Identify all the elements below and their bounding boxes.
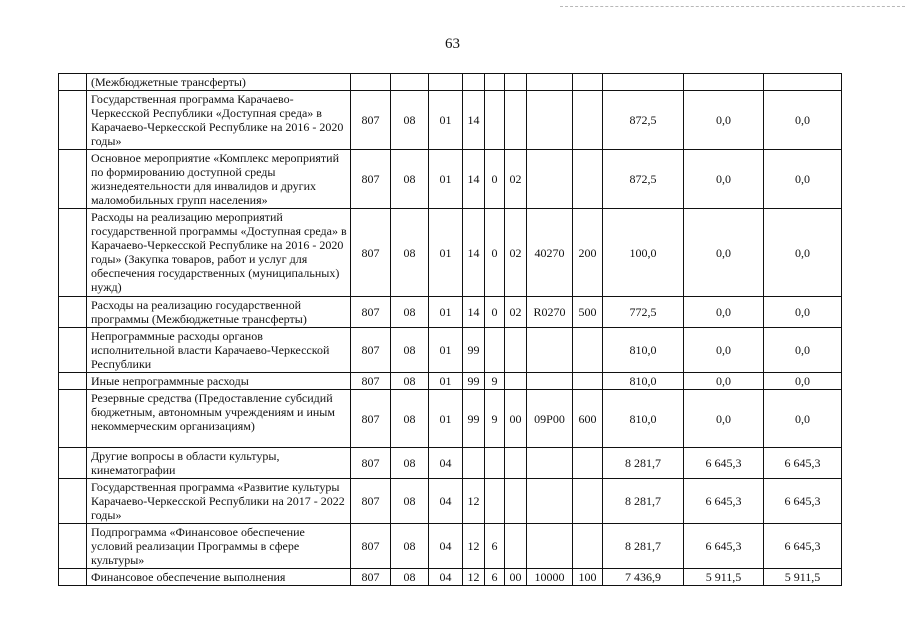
subsection-cell: 04 [429, 448, 463, 479]
expense-type-cell [573, 373, 603, 390]
amount-year-2-cell [684, 74, 764, 91]
direction-code-cell [527, 150, 573, 209]
amount-year-2-cell: 0,0 [684, 297, 764, 328]
subprogram-code-cell: 9 [485, 390, 505, 448]
program-code-cell: 99 [463, 390, 485, 448]
amount-year-3-cell: 6 645,3 [764, 448, 842, 479]
expense-type-cell [573, 74, 603, 91]
table-row [59, 479, 842, 524]
event-code-cell [505, 91, 527, 150]
ved-code-cell: 807 [351, 373, 391, 390]
row-number-cell [59, 328, 87, 373]
subprogram-code-cell: 9 [485, 373, 505, 390]
ved-code-cell: 807 [351, 150, 391, 209]
item-name-cell: Расходы на реализацию государственной программы (Межбюджетные трансферты) [87, 297, 351, 328]
row-number-cell [59, 209, 87, 297]
item-name-cell: (Межбюджетные трансферты) [87, 74, 351, 91]
amount-year-3-cell: 6 645,3 [764, 524, 842, 569]
subsection-cell: 01 [429, 150, 463, 209]
expense-type-cell [573, 448, 603, 479]
subsection-cell: 04 [429, 569, 463, 586]
table-row [59, 569, 842, 586]
subprogram-code-cell [485, 74, 505, 91]
subprogram-code-cell: 0 [485, 209, 505, 297]
amount-year-3-cell: 0,0 [764, 328, 842, 373]
amount-year-1-cell: 100,0 [603, 209, 684, 297]
amount-year-2-cell: 6 645,3 [684, 448, 764, 479]
table-row [59, 150, 842, 209]
program-code-cell: 12 [463, 569, 485, 586]
expense-type-cell [573, 479, 603, 524]
direction-code-cell [527, 91, 573, 150]
row-number-cell [59, 150, 87, 209]
table-row [59, 209, 842, 297]
section-cell: 08 [391, 479, 429, 524]
amount-year-1-cell: 8 281,7 [603, 479, 684, 524]
item-name-cell: Финансовое обеспечение выполнения [87, 569, 351, 586]
subprogram-code-cell: 6 [485, 524, 505, 569]
section-cell: 08 [391, 328, 429, 373]
program-code-cell: 14 [463, 297, 485, 328]
program-code-cell: 12 [463, 524, 485, 569]
subsection-cell: 01 [429, 373, 463, 390]
amount-year-2-cell: 0,0 [684, 91, 764, 150]
program-code-cell [463, 74, 485, 91]
subprogram-code-cell [485, 479, 505, 524]
subprogram-code-cell: 6 [485, 569, 505, 586]
amount-year-1-cell [603, 74, 684, 91]
amount-year-2-cell: 6 645,3 [684, 479, 764, 524]
event-code-cell: 00 [505, 390, 527, 448]
subsection-cell: 04 [429, 479, 463, 524]
amount-year-1-cell: 872,5 [603, 91, 684, 150]
subprogram-code-cell: 0 [485, 150, 505, 209]
amount-year-2-cell: 0,0 [684, 150, 764, 209]
item-name-cell: Другие вопросы в области культуры, кинематографии [87, 448, 351, 479]
table-row [59, 373, 842, 390]
amount-year-3-cell: 0,0 [764, 373, 842, 390]
expense-type-cell [573, 524, 603, 569]
program-code-cell: 14 [463, 209, 485, 297]
page-edge-line [560, 6, 905, 7]
item-name-cell: Иные непрограммные расходы [87, 373, 351, 390]
direction-code-cell [527, 524, 573, 569]
section-cell: 08 [391, 390, 429, 448]
section-cell: 08 [391, 297, 429, 328]
section-cell: 08 [391, 209, 429, 297]
section-cell: 08 [391, 373, 429, 390]
ved-code-cell: 807 [351, 479, 391, 524]
row-number-cell [59, 479, 87, 524]
amount-year-2-cell: 6 645,3 [684, 524, 764, 569]
direction-code-cell: 09Р00 [527, 390, 573, 448]
program-code-cell: 99 [463, 328, 485, 373]
row-number-cell [59, 448, 87, 479]
event-code-cell: 02 [505, 297, 527, 328]
section-cell: 08 [391, 569, 429, 586]
section-cell: 08 [391, 524, 429, 569]
event-code-cell: 00 [505, 569, 527, 586]
amount-year-2-cell: 0,0 [684, 209, 764, 297]
amount-year-1-cell: 872,5 [603, 150, 684, 209]
amount-year-2-cell: 5 911,5 [684, 569, 764, 586]
direction-code-cell [527, 328, 573, 373]
direction-code-cell [527, 448, 573, 479]
amount-year-3-cell: 0,0 [764, 209, 842, 297]
expense-type-cell: 500 [573, 297, 603, 328]
amount-year-1-cell: 810,0 [603, 373, 684, 390]
program-code-cell: 12 [463, 479, 485, 524]
program-code-cell: 99 [463, 373, 485, 390]
ved-code-cell: 807 [351, 390, 391, 448]
subsection-cell: 01 [429, 328, 463, 373]
program-code-cell: 14 [463, 150, 485, 209]
item-name-cell: Расходы на реализацию мероприятий государственной программы «Доступная среда» в Карачаево-Черкесской Республике на 2016 - 2020 годы» (Закупка товаров, работ и услуг для обеспечения государственных (муниципальных) нужд) [87, 209, 351, 297]
subprogram-code-cell: 0 [485, 297, 505, 328]
budget-table [58, 73, 842, 586]
subsection-cell: 01 [429, 91, 463, 150]
item-name-cell: Государственная программа Карачаево-Черкесской Республики «Доступная среда» в Карачаево-Черкесской Республике на 2016 - 2020 годы» [87, 91, 351, 150]
event-code-cell: 02 [505, 150, 527, 209]
event-code-cell [505, 479, 527, 524]
program-code-cell [463, 448, 485, 479]
expense-type-cell: 600 [573, 390, 603, 448]
amount-year-2-cell: 0,0 [684, 390, 764, 448]
amount-year-3-cell: 0,0 [764, 297, 842, 328]
event-code-cell [505, 74, 527, 91]
direction-code-cell: R0270 [527, 297, 573, 328]
program-code-cell: 14 [463, 91, 485, 150]
table-row [59, 524, 842, 569]
amount-year-1-cell: 8 281,7 [603, 524, 684, 569]
row-number-cell [59, 91, 87, 150]
section-cell: 08 [391, 448, 429, 479]
event-code-cell [505, 448, 527, 479]
item-name-cell: Непрограммные расходы органов исполнительной власти Карачаево-Черкесской Республики [87, 328, 351, 373]
table-row [59, 448, 842, 479]
ved-code-cell: 807 [351, 328, 391, 373]
ved-code-cell: 807 [351, 524, 391, 569]
subsection-cell: 01 [429, 390, 463, 448]
row-number-cell [59, 74, 87, 91]
expense-type-cell [573, 91, 603, 150]
amount-year-3-cell: 6 645,3 [764, 479, 842, 524]
table-row [59, 390, 842, 448]
subprogram-code-cell [485, 448, 505, 479]
event-code-cell [505, 373, 527, 390]
subprogram-code-cell [485, 328, 505, 373]
section-cell: 08 [391, 150, 429, 209]
subsection-cell: 01 [429, 209, 463, 297]
ved-code-cell: 807 [351, 297, 391, 328]
subsection-cell [429, 74, 463, 91]
event-code-cell: 02 [505, 209, 527, 297]
item-name-cell: Резервные средства (Предоставление субсидий бюджетным, автономным учреждениям и иным некоммерческим организациям) [87, 390, 351, 448]
amount-year-3-cell: 0,0 [764, 150, 842, 209]
amount-year-3-cell: 0,0 [764, 390, 842, 448]
expense-type-cell [573, 150, 603, 209]
amount-year-2-cell: 0,0 [684, 373, 764, 390]
amount-year-3-cell: 0,0 [764, 91, 842, 150]
table-row [59, 328, 842, 373]
amount-year-1-cell: 810,0 [603, 390, 684, 448]
row-number-cell [59, 524, 87, 569]
direction-code-cell [527, 479, 573, 524]
table-row [59, 297, 842, 328]
subsection-cell: 04 [429, 524, 463, 569]
event-code-cell [505, 328, 527, 373]
direction-code-cell [527, 74, 573, 91]
item-name-cell: Основное мероприятие «Комплекс мероприятий по формированию доступной среды жизнедеятельности для инвалидов и других маломобильных групп населения» [87, 150, 351, 209]
amount-year-1-cell: 8 281,7 [603, 448, 684, 479]
amount-year-3-cell: 5 911,5 [764, 569, 842, 586]
item-name-cell: Подпрограмма «Финансовое обеспечение условий реализации Программы в сфере культуры» [87, 524, 351, 569]
direction-code-cell: 10000 [527, 569, 573, 586]
row-number-cell [59, 297, 87, 328]
event-code-cell [505, 524, 527, 569]
expense-type-cell [573, 328, 603, 373]
item-name-cell: Государственная программа «Развитие культуры Карачаево-Черкесской Республики на 2017 - 2022 годы» [87, 479, 351, 524]
section-cell [391, 74, 429, 91]
row-number-cell [59, 390, 87, 448]
ved-code-cell: 807 [351, 569, 391, 586]
ved-code-cell: 807 [351, 209, 391, 297]
ved-code-cell: 807 [351, 448, 391, 479]
row-number-cell [59, 373, 87, 390]
subprogram-code-cell [485, 91, 505, 150]
ved-code-cell: 807 [351, 91, 391, 150]
subsection-cell: 01 [429, 297, 463, 328]
expense-type-cell: 200 [573, 209, 603, 297]
direction-code-cell: 40270 [527, 209, 573, 297]
amount-year-1-cell: 810,0 [603, 328, 684, 373]
amount-year-1-cell: 772,5 [603, 297, 684, 328]
direction-code-cell [527, 373, 573, 390]
row-number-cell [59, 569, 87, 586]
table-row [59, 74, 842, 91]
amount-year-1-cell: 7 436,9 [603, 569, 684, 586]
page-number: 63 [445, 36, 460, 52]
section-cell: 08 [391, 91, 429, 150]
amount-year-3-cell [764, 74, 842, 91]
expense-type-cell: 100 [573, 569, 603, 586]
ved-code-cell [351, 74, 391, 91]
amount-year-2-cell: 0,0 [684, 328, 764, 373]
table-row [59, 91, 842, 150]
